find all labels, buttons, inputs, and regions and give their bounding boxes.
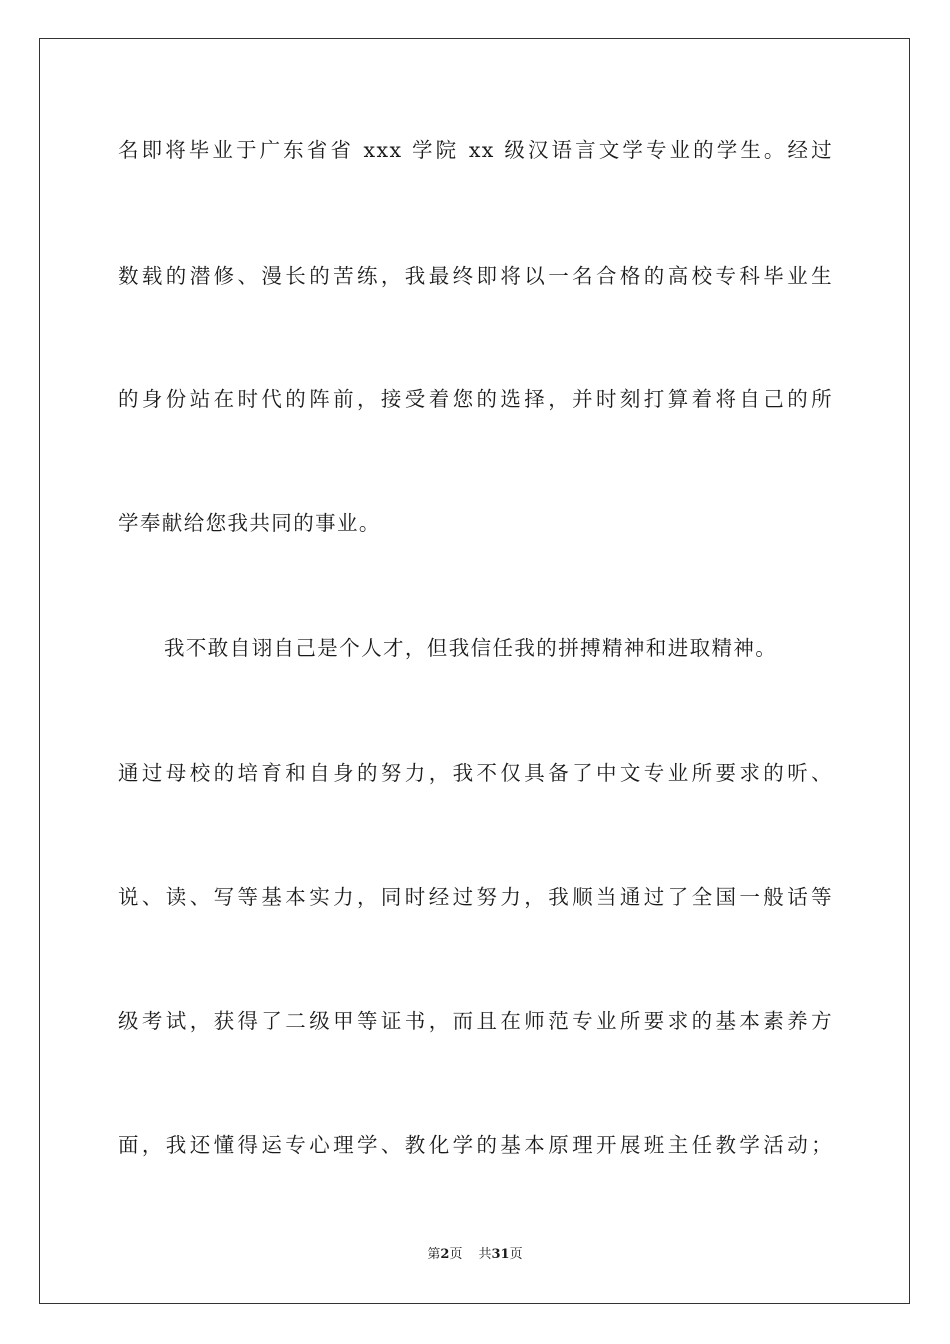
paragraph-line: 级考试，获得了二级甲等证书，而且在师范专业所要求的基本素养方 [118,1009,833,1033]
paragraph-line: 说、读、写等基本实力，同时经过努力，我顺当通过了全国一般话等 [118,885,833,909]
paragraph-line: 名即将毕业于广东省省 xxx 学院 xx 级汉语言文学专业的学生。经过 [118,138,833,162]
paragraph-line: 我不敢自诩自己是个人才，但我信任我的拼搏精神和进取精神。 [164,636,778,660]
total-suffix: 页 [509,1247,523,1262]
page-border [39,38,910,1304]
paragraph-line: 的身份站在时代的阵前，接受着您的选择，并时刻打算着将自己的所 [118,387,833,411]
paragraph-line: 面，我还懂得运专心理学、教化学的基本原理开展班主任教学活动； [118,1133,833,1157]
page-footer [0,1246,950,1264]
paragraph-line: 学奉献给您我共同的事业。 [118,511,381,535]
total-pages: 31 [491,1247,510,1262]
page-number: 2 [440,1247,450,1262]
paragraph-line: 数载的潜修、漫长的苦练，我最终即将以一名合格的高校专科毕业生 [118,264,833,288]
page-suffix: 页 [449,1247,463,1262]
page-prefix: 第 [427,1247,441,1262]
paragraph-line: 通过母校的培育和自身的努力，我不仅具备了中文专业所要求的听、 [118,761,833,785]
total-prefix: 共 [478,1247,492,1262]
